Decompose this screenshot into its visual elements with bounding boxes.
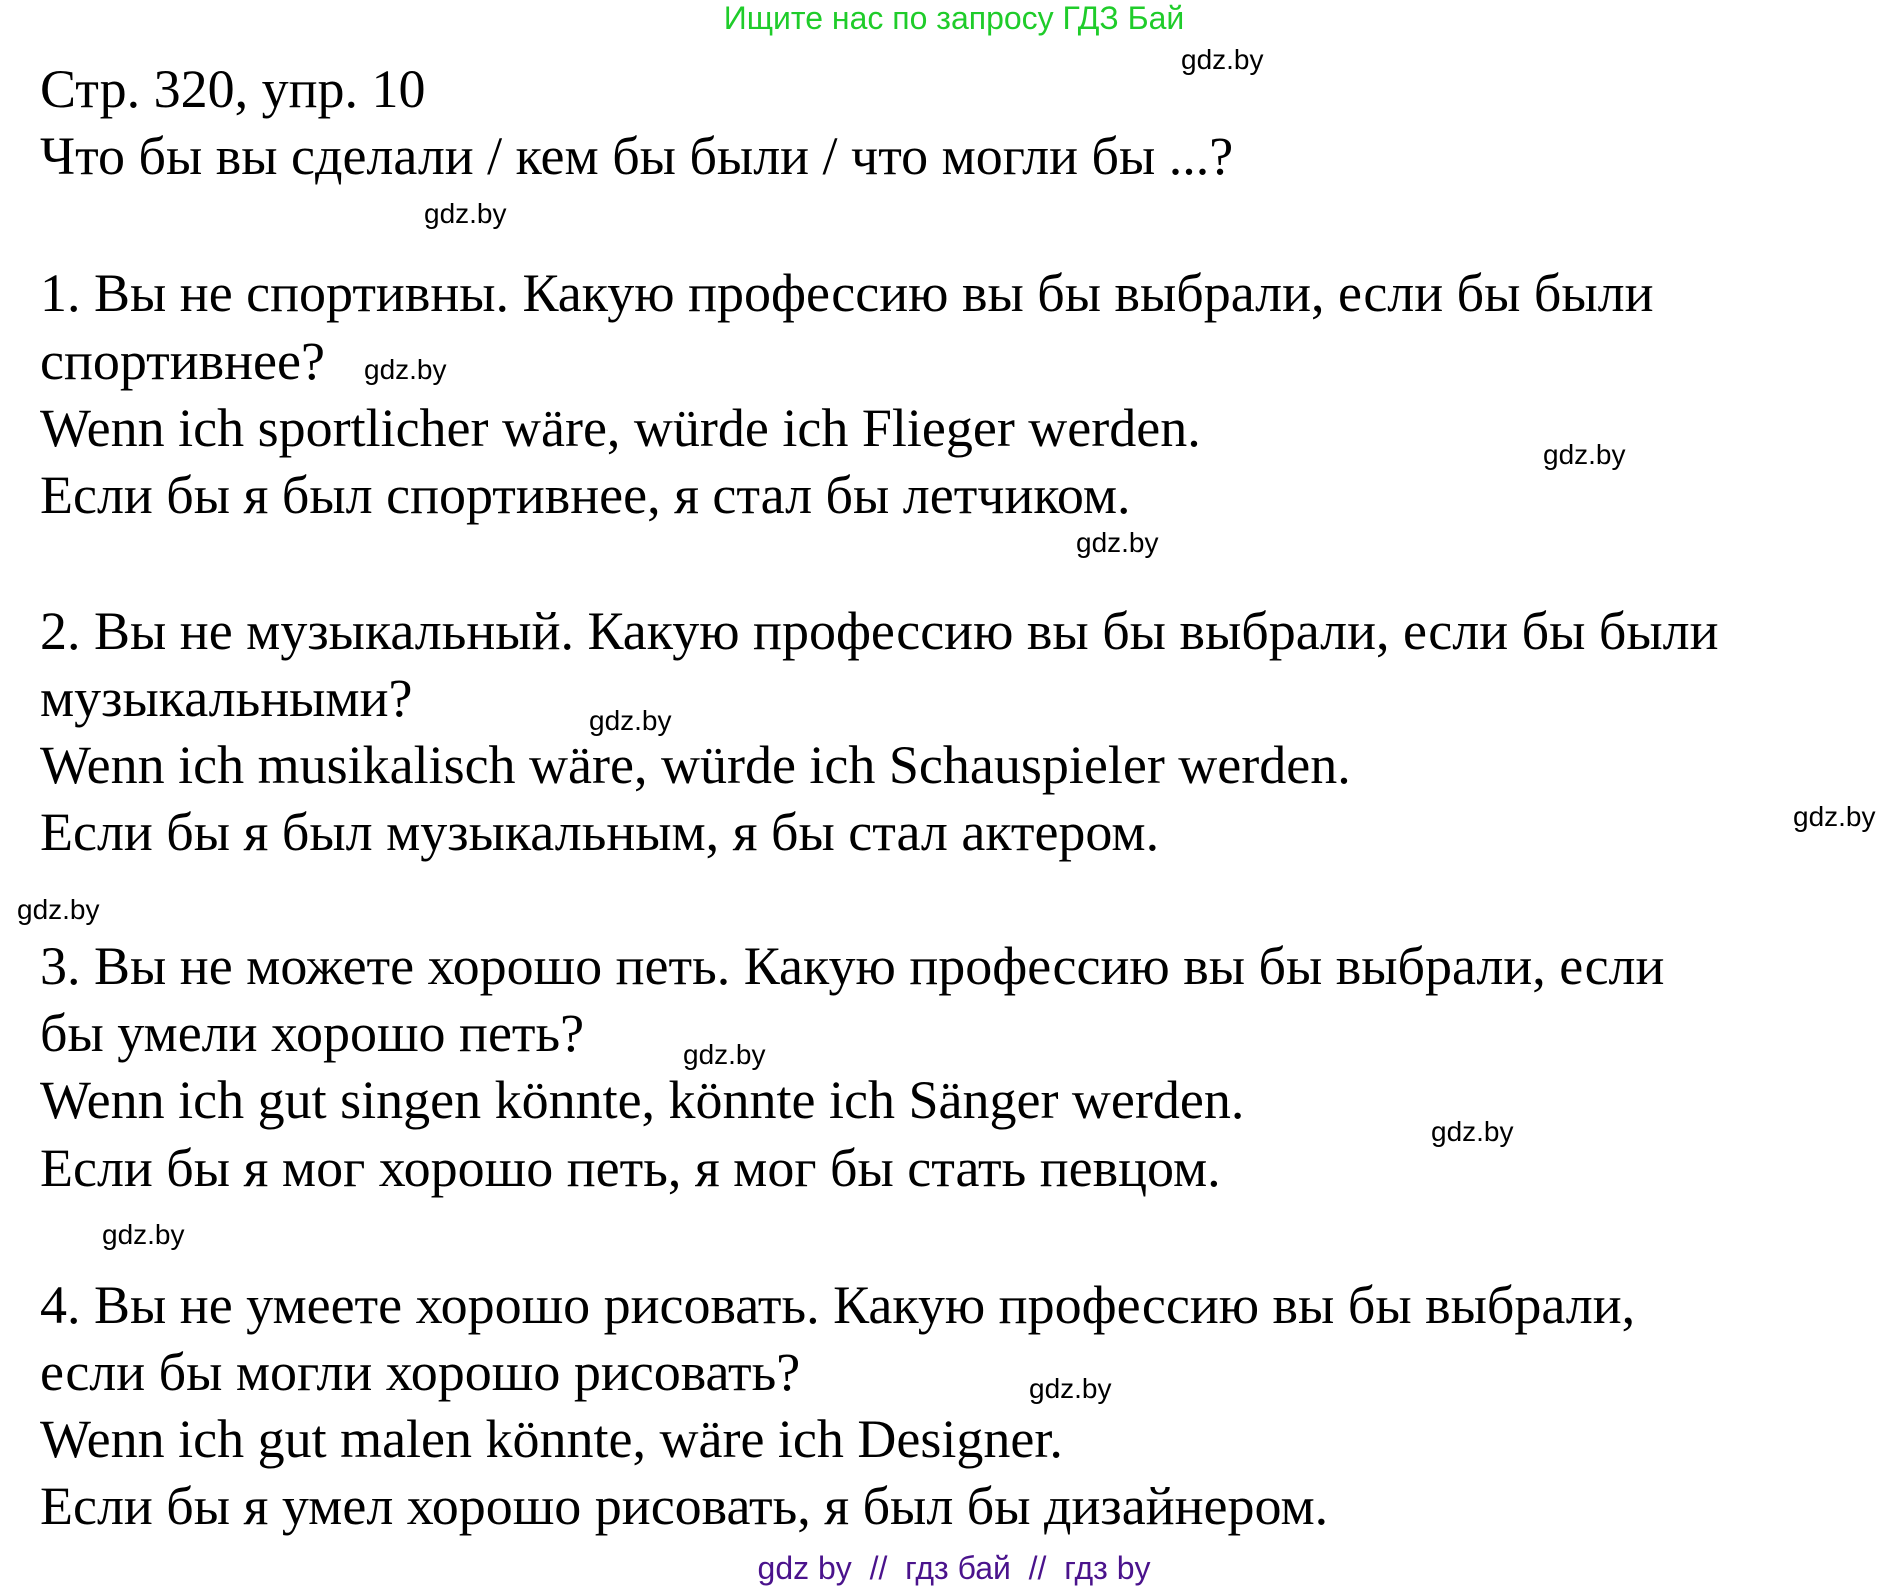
- question-2-line-2: музыкальными?: [40, 668, 413, 728]
- question-1-line-1: 1. Вы не спортивны. Какую профессию вы бы выбрали, если бы были: [40, 263, 1654, 323]
- watermark: gdz.by: [364, 354, 447, 385]
- answer-4-russian: Если бы я умел хорошо рисовать, я был бы дизайнером.: [40, 1476, 1329, 1536]
- watermark: gdz.by: [1076, 527, 1159, 558]
- watermark: gdz.by: [424, 198, 507, 229]
- answer-2-german: Wenn ich musikalisch wäre, würde ich Schauspieler werden.: [40, 735, 1351, 795]
- watermark: gdz.by: [589, 705, 672, 736]
- question-4-line-2: если бы могли хорошо рисовать?: [40, 1342, 801, 1402]
- footer-watermark: gdz by // гдз бай // гдз by: [757, 1550, 1151, 1586]
- page-title: Стр. 320, упр. 10: [40, 59, 426, 119]
- answer-1-russian: Если бы я был спортивнее, я стал бы летчиком.: [40, 465, 1131, 525]
- answer-1-german: Wenn ich sportlicher wäre, würde ich Flieger werden.: [40, 398, 1201, 458]
- watermark: gdz.by: [102, 1219, 185, 1250]
- search-banner: Ищите нас по запросу ГДЗ Бай: [723, 0, 1185, 36]
- watermark: gdz.by: [1029, 1373, 1112, 1404]
- question-3-line-2: бы умели хорошо петь?: [40, 1003, 585, 1063]
- watermark: gdz.by: [1431, 1116, 1514, 1147]
- watermark: gdz.by: [1543, 439, 1626, 470]
- watermark: gdz.by: [1793, 801, 1876, 832]
- watermark: gdz.by: [683, 1039, 766, 1070]
- question-1-line-2: спортивнее?: [40, 331, 325, 391]
- watermark: gdz.by: [1181, 44, 1264, 75]
- question-2-line-1: 2. Вы не музыкальный. Какую профессию вы бы выбрали, если бы были: [40, 601, 1719, 661]
- answer-3-russian: Если бы я мог хорошо петь, я мог бы стать певцом.: [40, 1138, 1221, 1198]
- exercise-subtitle: Что бы вы сделали / кем бы были / что могли бы ...?: [40, 126, 1234, 186]
- question-4-line-1: 4. Вы не умеете хорошо рисовать. Какую профессию вы бы выбрали,: [40, 1275, 1636, 1335]
- watermark: gdz.by: [17, 894, 100, 925]
- answer-4-german: Wenn ich gut malen könnte, wäre ich Designer.: [40, 1409, 1063, 1469]
- question-3-line-1: 3. Вы не можете хорошо петь. Какую профессию вы бы выбрали, если: [40, 936, 1665, 996]
- answer-3-german: Wenn ich gut singen könnte, könnte ich Sänger werden.: [40, 1070, 1245, 1130]
- answer-2-russian: Если бы я был музыкальным, я бы стал актером.: [40, 802, 1160, 862]
